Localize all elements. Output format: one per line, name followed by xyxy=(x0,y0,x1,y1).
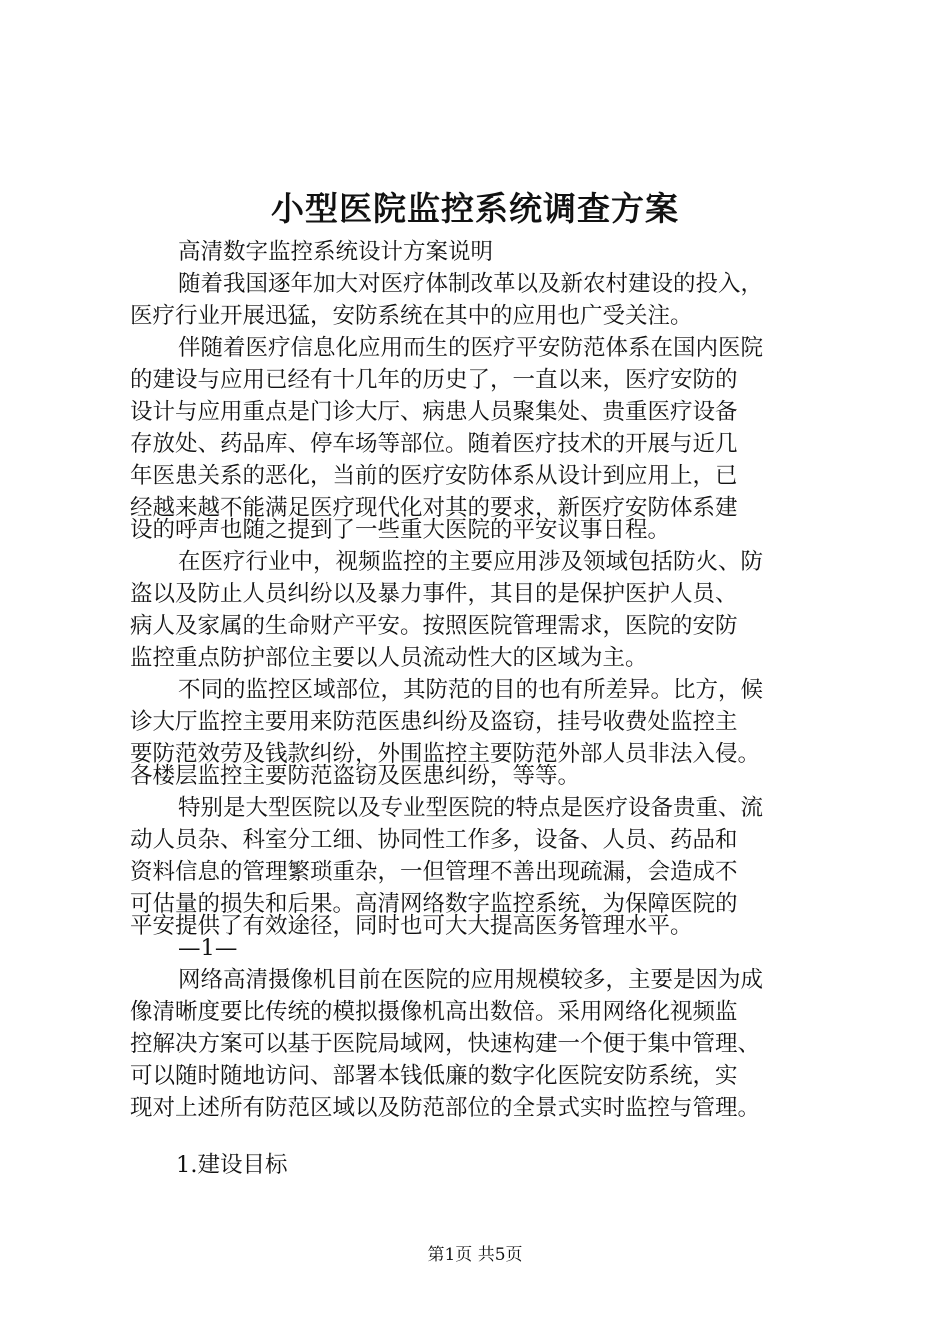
paragraph-line: 医疗行业开展迅猛，安防系统在其中的应用也广受关注。 xyxy=(130,303,693,329)
paragraph-line: 要防范效劳及钱款纠纷，外围监控主要防范外部人员非法入侵。 xyxy=(130,741,761,767)
section-heading: 1.建设目标 xyxy=(176,1152,288,1178)
paragraph-line: 可估量的损失和后果。高清网络数字监控系统，为保障医院的 xyxy=(130,891,738,917)
paragraph-line: 设计与应用重点是门诊大厅、病患人员聚集处、贵重医疗设备 xyxy=(130,399,738,425)
paragraph-line: 不同的监控区域部位，其防范的目的也有所差异。比方，候 xyxy=(178,677,764,703)
paragraph-line: 设的呼声也随之提到了一些重大医院的平安议事日程。 xyxy=(130,517,671,543)
paragraph-line: 平安提供了有效途径，同时也可大大提高医务管理水平。 xyxy=(130,913,693,939)
paragraph-line: 病人及家属的生命财产平安。按照医院管理需求，医院的安防 xyxy=(130,613,738,639)
paragraph-line: 各楼层监控主要防范盗窃及医患纠纷，等等。 xyxy=(130,763,581,789)
paragraph-line: 存放处、药品库、停车场等部位。随着医疗技术的开展与近几 xyxy=(130,431,738,457)
paragraph-line: 可以随时随地访问、部署本钱低廉的数字化医院安防系统，实 xyxy=(130,1063,738,1089)
paragraph-line: 盗以及防止人员纠纷以及暴力事件，其目的是保护医护人员、 xyxy=(130,581,738,607)
paragraph-line: 的建设与应用已经有十几年的历史了，一直以来，医疗安防的 xyxy=(130,367,738,393)
paragraph-line: 在医疗行业中，视频监控的主要应用涉及领域包括防火、防 xyxy=(178,549,764,575)
paragraph-line: 网络高清摄像机目前在医院的应用规模较多，主要是因为成 xyxy=(178,967,764,993)
page-marker: —1— xyxy=(178,935,238,961)
paragraph-line: 高清数字监控系统设计方案说明 xyxy=(178,239,494,265)
paragraph-line: 年医患关系的恶化，当前的医疗安防体系从设计到应用上，已 xyxy=(130,463,738,489)
paragraph-line: 随着我国逐年加大对医疗体制改革以及新农村建设的投入， xyxy=(178,271,764,297)
page-footer: 第1页 共5页 xyxy=(427,1245,523,1265)
paragraph-line: 现对上述所有防范区域以及防范部位的全景式实时监控与管理。 xyxy=(130,1095,761,1121)
paragraph-line: 资料信息的管理繁琐重杂，一但管理不善出现疏漏，会造成不 xyxy=(130,859,738,885)
document-title: 小型医院监控系统调查方案 xyxy=(271,189,679,228)
paragraph-line: 控解决方案可以基于医院局域网，快速构建一个便于集中管理、 xyxy=(130,1031,761,1057)
paragraph-line: 像清晰度要比传统的模拟摄像机高出数倍。采用网络化视频监 xyxy=(130,999,738,1025)
paragraph-line: 动人员杂、科室分工细、协同性工作多，设备、人员、药品和 xyxy=(130,827,738,853)
paragraph-line: 监控重点防护部位主要以人员流动性大的区域为主。 xyxy=(130,645,648,671)
paragraph-line: 特别是大型医院以及专业型医院的特点是医疗设备贵重、流 xyxy=(178,795,764,821)
paragraph-line: 经越来越不能满足医疗现代化对其的要求，新医疗安防体系建 xyxy=(130,495,738,521)
paragraph-line: 伴随着医疗信息化应用而生的医疗平安防范体系在国内医院 xyxy=(178,335,764,361)
paragraph-line: 诊大厅监控主要用来防范医患纠纷及盗窃，挂号收费处监控主 xyxy=(130,709,738,735)
